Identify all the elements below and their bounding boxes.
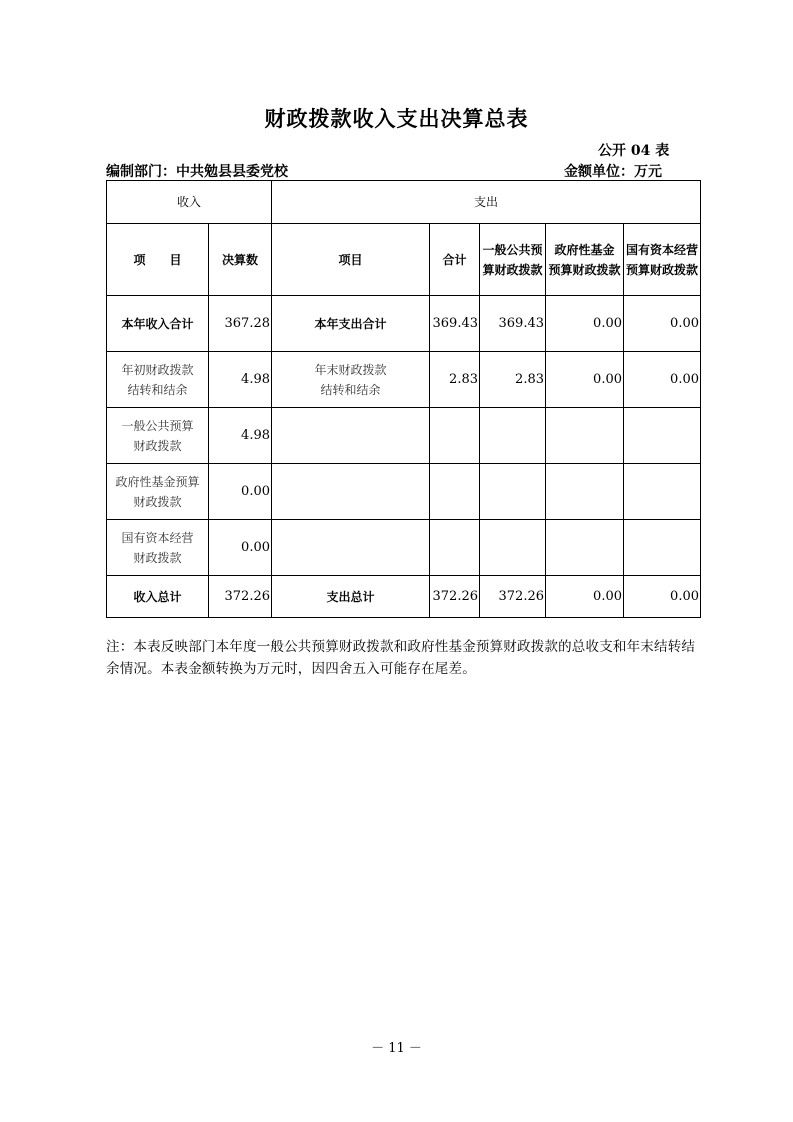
income-item-label-line2: 结转和结余 bbox=[127, 382, 188, 397]
gov-fund-value bbox=[546, 408, 624, 464]
income-item-label bbox=[107, 520, 209, 576]
income-item-label bbox=[107, 352, 209, 408]
gov-fund-value bbox=[546, 520, 624, 576]
general-budget-header-line2: 算财政拨款 bbox=[482, 262, 543, 277]
income-total-label: 收入总计 bbox=[107, 576, 209, 618]
table-row bbox=[107, 520, 701, 576]
state-capital-value bbox=[624, 408, 701, 464]
income-item-label-line1: 政府性基金预算 bbox=[115, 474, 200, 489]
expense-item-label bbox=[272, 352, 430, 408]
state-capital-header bbox=[624, 224, 701, 296]
general-budget-value: 2.83 bbox=[480, 352, 546, 408]
general-budget-header bbox=[480, 224, 546, 296]
state-capital-header-line1: 国有资本经营 bbox=[625, 242, 698, 257]
table-row bbox=[107, 408, 701, 464]
header-row-top bbox=[107, 181, 701, 224]
income-total-value: 372.26 bbox=[209, 576, 272, 618]
expense-item-label: 本年支出合计 bbox=[272, 296, 430, 352]
income-item-label-line1: 年初财政拨款 bbox=[121, 362, 194, 377]
total-value: 369.43 bbox=[430, 296, 480, 352]
income-value: 4.98 bbox=[209, 408, 272, 464]
expense-total-label: 支出总计 bbox=[272, 576, 430, 618]
header-row-columns bbox=[107, 224, 701, 296]
state-capital-value bbox=[624, 464, 701, 520]
table-row bbox=[107, 464, 701, 520]
table-row-total bbox=[107, 576, 701, 618]
table-note: 注：本表反映部门本年度一般公共预算财政拨款和政府性基金预算财政拨款的总收支和年末结转结余情况。本表金额转换为万元时，因四舍五入可能存在尾差。 bbox=[106, 639, 696, 677]
expense-item-label-line1: 年末财政拨款 bbox=[314, 362, 387, 377]
state-capital-header-line2: 预算财政拨款 bbox=[625, 262, 698, 277]
income-value: 4.98 bbox=[209, 352, 272, 408]
gov-fund-value: 0.00 bbox=[546, 576, 624, 618]
general-budget-value bbox=[480, 408, 546, 464]
general-budget-header-line1: 一般公共预 bbox=[482, 242, 543, 257]
general-budget-value bbox=[480, 464, 546, 520]
general-budget-value bbox=[480, 520, 546, 576]
income-item-label-line1: 国有资本经营 bbox=[121, 530, 194, 545]
total-value: 2.83 bbox=[430, 352, 480, 408]
gov-fund-header bbox=[546, 224, 624, 296]
table-row bbox=[107, 296, 701, 352]
total-value bbox=[430, 464, 480, 520]
general-budget-value: 372.26 bbox=[480, 576, 546, 618]
income-value: 0.00 bbox=[209, 464, 272, 520]
total-header: 合计 bbox=[430, 224, 480, 296]
gov-fund-header-line1: 政府性基金 bbox=[554, 242, 615, 257]
expense-item-label bbox=[272, 464, 430, 520]
income-item-label-line2: 财政拨款 bbox=[133, 494, 182, 509]
expense-header: 支出 bbox=[272, 181, 701, 224]
page-number: － 11 － bbox=[371, 1041, 422, 1056]
unit-label: 金额单位：万元 bbox=[564, 164, 662, 180]
total-value bbox=[430, 408, 480, 464]
income-item-label-line1: 一般公共预算 bbox=[121, 418, 194, 433]
income-item-label bbox=[107, 464, 209, 520]
table-row bbox=[107, 352, 701, 408]
total-value: 372.26 bbox=[430, 576, 480, 618]
general-budget-value: 369.43 bbox=[480, 296, 546, 352]
income-item-label-line2: 财政拨款 bbox=[133, 550, 182, 565]
gov-fund-value bbox=[546, 464, 624, 520]
gov-fund-header-line2: 预算财政拨款 bbox=[548, 262, 621, 277]
expense-item-label-line2: 结转和结余 bbox=[320, 382, 381, 397]
item-left-header: 项 目 bbox=[107, 224, 209, 296]
gov-fund-value: 0.00 bbox=[546, 352, 624, 408]
income-item-label bbox=[107, 408, 209, 464]
total-value bbox=[430, 520, 480, 576]
income-value: 0.00 bbox=[209, 520, 272, 576]
page-title: 财政拨款收入支出决算总表 bbox=[264, 106, 529, 131]
state-capital-value: 0.00 bbox=[624, 296, 701, 352]
state-capital-value: 0.00 bbox=[624, 352, 701, 408]
appropriation-summary-table bbox=[106, 180, 701, 618]
state-capital-value bbox=[624, 520, 701, 576]
state-capital-value: 0.00 bbox=[624, 576, 701, 618]
gov-fund-value: 0.00 bbox=[546, 296, 624, 352]
income-item-label: 本年收入合计 bbox=[107, 296, 209, 352]
final-amount-header: 决算数 bbox=[209, 224, 272, 296]
income-item-label-line2: 财政拨款 bbox=[133, 438, 182, 453]
expense-item-label bbox=[272, 408, 430, 464]
item-right-header: 项目 bbox=[272, 224, 430, 296]
income-header: 收入 bbox=[107, 181, 272, 224]
expense-item-label bbox=[272, 520, 430, 576]
income-value: 367.28 bbox=[209, 296, 272, 352]
form-number: 公开 04 表 bbox=[598, 143, 670, 159]
department-label: 编制部门：中共勉县县委党校 bbox=[106, 164, 288, 180]
